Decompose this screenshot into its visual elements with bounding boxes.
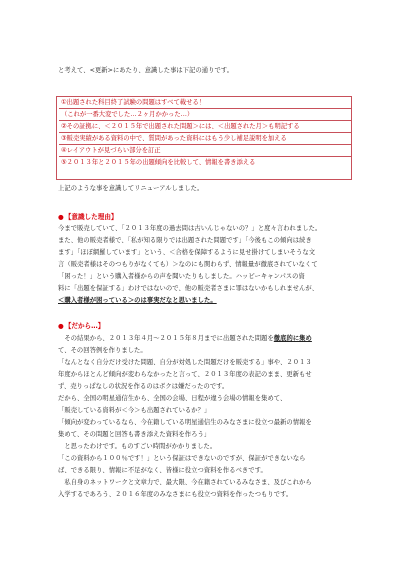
paragraph-line xyxy=(58,334,312,343)
paragraph-line: 料に「出題を保証する」わけではないので、他の販売者さまに罪はないかもしれませんが、 xyxy=(58,285,319,292)
paragraph-line: と思ったわけです。ものすごい時間がかかりました。 xyxy=(58,443,217,450)
paragraph-line: また、他の販売者様で、「私が知る限りでは出題された問題です」「今後もこの傾向は続き xyxy=(58,237,312,244)
summary-line: 上記のような事を意識してリニューアルしました。 xyxy=(58,185,204,192)
paragraph-line: 入学するであろう、２０１６年度のみなさまにも役立つ資料を作ったつもりです。 xyxy=(58,491,293,498)
paragraph-line: 私自身のネットワークと文章力で、最大限、今在籍されているみなさま、及びこれから xyxy=(58,479,312,486)
paragraph-line: 「困った！」という購入者様からの声を聞いたりもしました。ハッピーキャンパスの資 xyxy=(58,273,305,280)
bullet-icon: ● xyxy=(58,213,64,221)
point-row xyxy=(59,145,351,157)
paragraph-line: 「販売している資料が＜今＞も出題されているか？」 xyxy=(58,407,211,414)
point-row xyxy=(59,121,351,133)
section-heading-therefore xyxy=(58,322,104,331)
section-heading-reason xyxy=(58,213,118,222)
intro-line: と考えて、<更新>にあたり、意識した事は下記の通りです。 xyxy=(58,67,234,74)
points-box xyxy=(56,96,352,180)
point-text: ①出題された科目終了試験の問題はすべて載せる！ xyxy=(61,99,206,106)
section-title: 【意識した理由】 xyxy=(64,213,118,221)
paragraph-emphasis-line: ＜購入者様が困っている＞のは事実だなと思いました。 xyxy=(58,297,217,304)
paragraph-line: ず、売りっぱなしの状況を作るのはボクは嫌だったのです。 xyxy=(58,383,229,390)
bullet-icon: ● xyxy=(58,322,64,330)
paragraph-line: ば、できる限り、情報に不足がなく、皆様に役立つ資料を作るべきです。 xyxy=(58,467,267,474)
section-title: 【だから…】 xyxy=(64,322,105,330)
point-row xyxy=(59,133,351,145)
paragraph-line: 今まで販売していて、「２０１３年度の過去問は古いんじゃないの？」と度々言われました。 xyxy=(58,225,322,232)
point-text: ④レイアウトが見づらい部分を訂正 xyxy=(61,147,161,154)
paragraph-line: 「この資料から１００％です！」という保証はできないのですが、保証ができないなら xyxy=(58,455,306,462)
paragraph-text: その結果から、２０１３年４月～２０１５年８月までに出題された問題を xyxy=(58,335,274,342)
paragraph-line: ます」「ほぼ網羅しています」という、＜合格を保障するように見せ掛けてしまいそうな文 xyxy=(58,249,316,256)
point-text: （これが一番大変でした…２ヶ月かかった…） xyxy=(61,111,194,118)
point-text: ②その証拠に、＜２０１５年で出題された問題＞には、＜出題された月＞も明記する xyxy=(61,123,300,130)
point-text: ③販売実績がある資料の中で、質問があった資料にはもう少し補足説明を加える xyxy=(61,135,287,142)
paragraph-line: 「傾向が変わっているなら、今在籍している明星通信生のみなさまに役立つ最新の情報を xyxy=(58,419,312,426)
paragraph-line: だから、全国の明星通信生から、全国の会場、日程が違う会場の情報を集めて、 xyxy=(58,395,287,402)
paragraph-line: 「なんとなく自分だけ受けた問題、自分が対処した問題だけを販売する」事や、２０１３ xyxy=(58,359,312,366)
point-row xyxy=(59,157,351,169)
point-text: ⑤２０１３年と２０１５年の出題傾向を比較して、情報を書き添える xyxy=(61,159,256,166)
paragraph-line: 言（販売者様はそのつもりがなくても）＞なのにも関わらず、情報量が徹底されていなくて xyxy=(58,261,318,268)
point-row xyxy=(59,97,351,109)
paragraph-line: 年度からほとんど傾向が変わらなかったと言って、２０１３年度の表記のまま、更新もせ xyxy=(58,371,312,378)
emphasis-text: 徹底的に集め xyxy=(273,335,312,342)
point-row xyxy=(59,109,351,121)
paragraph-line: て、その回答例を作りました。 xyxy=(58,347,147,354)
paragraph-line: 集めて、その問題と回答も書き添えた資料を作ろう」 xyxy=(58,431,211,438)
